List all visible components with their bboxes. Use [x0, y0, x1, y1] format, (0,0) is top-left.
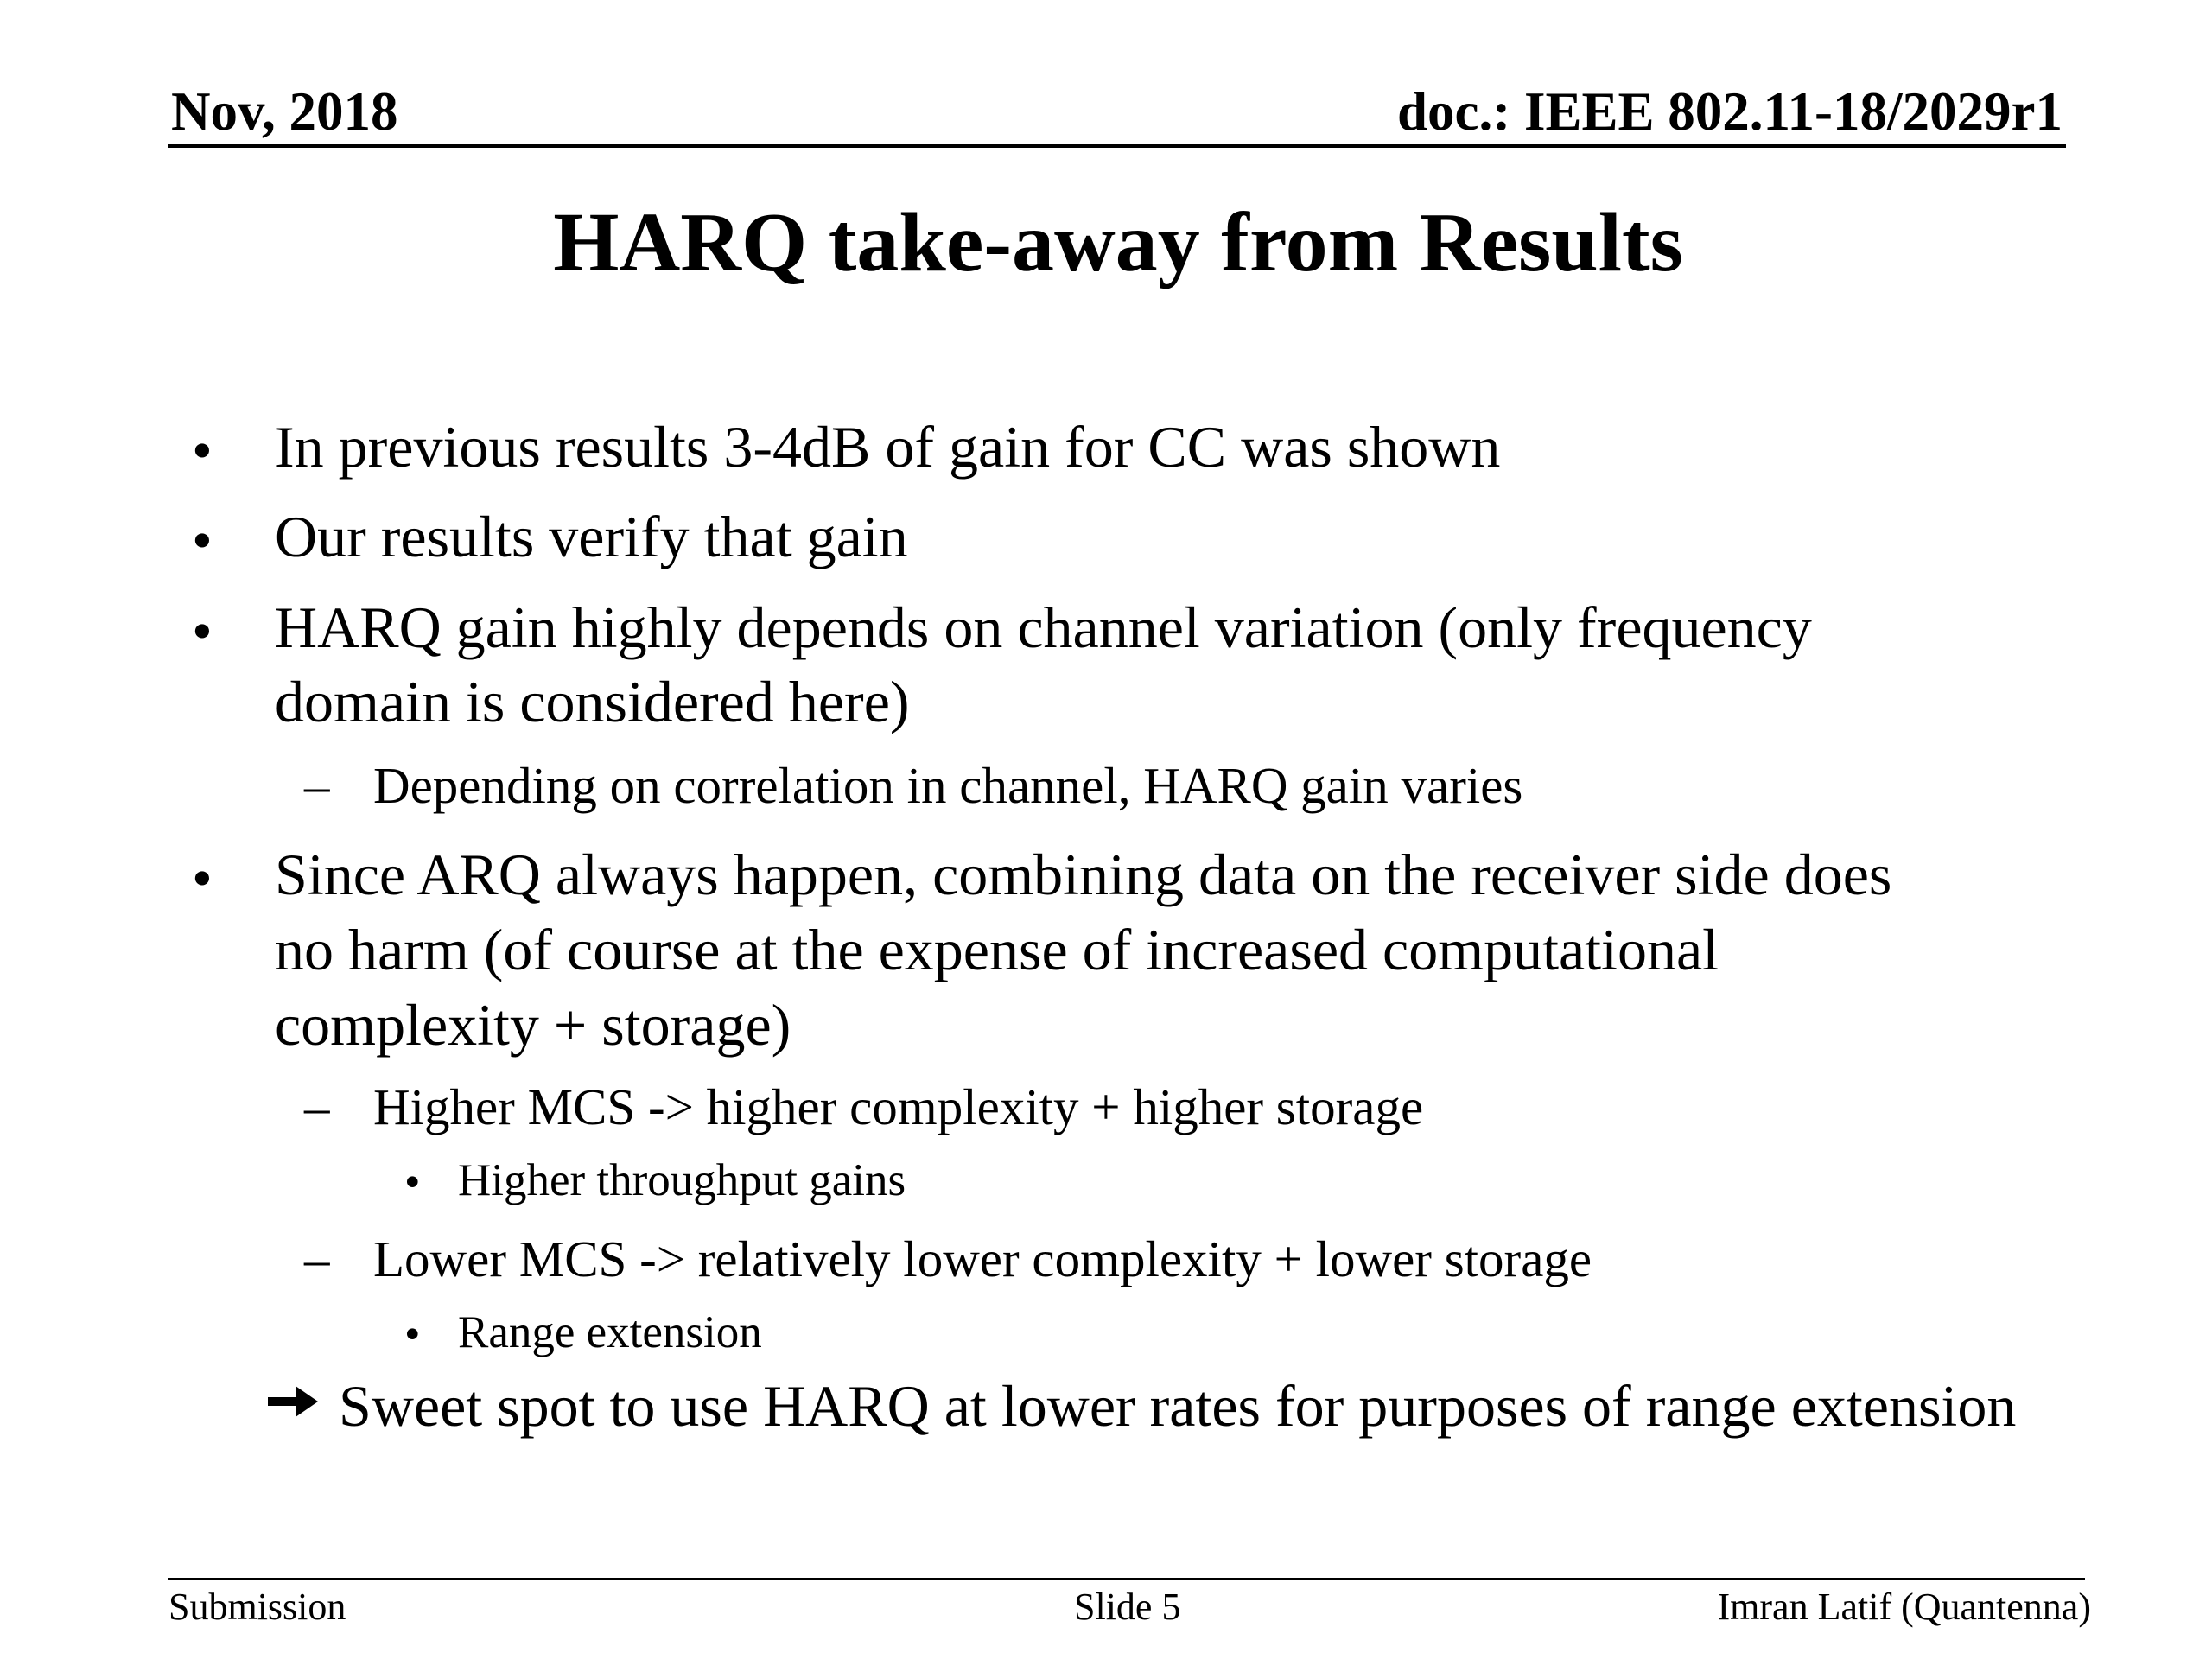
bullet-marker: •: [192, 417, 213, 483]
sub-bullet-text: Higher MCS -> higher complexity + higher storage: [373, 1078, 1424, 1135]
footer-submission: Submission: [168, 1586, 346, 1628]
bullet-marker: •: [192, 507, 213, 573]
right-arrow-icon: [266, 1382, 320, 1421]
bullet-marker: •: [404, 1309, 421, 1359]
bullet-4-text-line-3: complexity + storage): [275, 992, 791, 1058]
slide-title: HARQ take-away from Results: [553, 196, 1683, 289]
bullet-4-text-line-1: Since ARQ always happen, combining data on the receiver side does: [275, 842, 1892, 907]
dash-marker: –: [304, 757, 330, 814]
bullet-marker: •: [192, 845, 213, 911]
bullet-3-text-line-2: domain is considered here): [275, 669, 910, 734]
bullet-marker: •: [192, 598, 213, 664]
bullet-2-text: Our results verify that gain: [275, 504, 908, 569]
dash-marker: –: [304, 1078, 330, 1135]
sub-sub-bullet-text: Higher throughput gains: [458, 1155, 906, 1205]
sub-bullet-text: Lower MCS -> relatively lower complexity + lower storage: [373, 1230, 1592, 1287]
bullet-4-text-line-2: no harm (of course at the expense of increased computational: [275, 917, 1719, 982]
conclusion-text: Sweet spot to use HARQ at lower rates for purposes of range extension: [339, 1373, 2017, 1439]
bullet-marker: •: [404, 1157, 421, 1207]
header-date: Nov, 2018: [171, 81, 398, 142]
header-doc-id: doc.: IEEE 802.11-18/2029r1: [1396, 81, 2063, 142]
footer-divider: [168, 1578, 2085, 1580]
bullet-1-text: In previous results 3-4dB of gain for CC was shown: [275, 414, 1501, 480]
footer-author: Imran Latif (Quantenna): [1717, 1586, 2091, 1628]
bullet-3-text-line-1: HARQ gain highly depends on channel variation (only frequency: [275, 594, 1812, 660]
sub-sub-bullet-text: Range extension: [458, 1307, 762, 1357]
sub-bullet-text: Depending on correlation in channel, HARQ gain varies: [373, 757, 1523, 814]
dash-marker: –: [304, 1230, 330, 1287]
footer-slide-number: Slide 5: [1074, 1586, 1181, 1628]
